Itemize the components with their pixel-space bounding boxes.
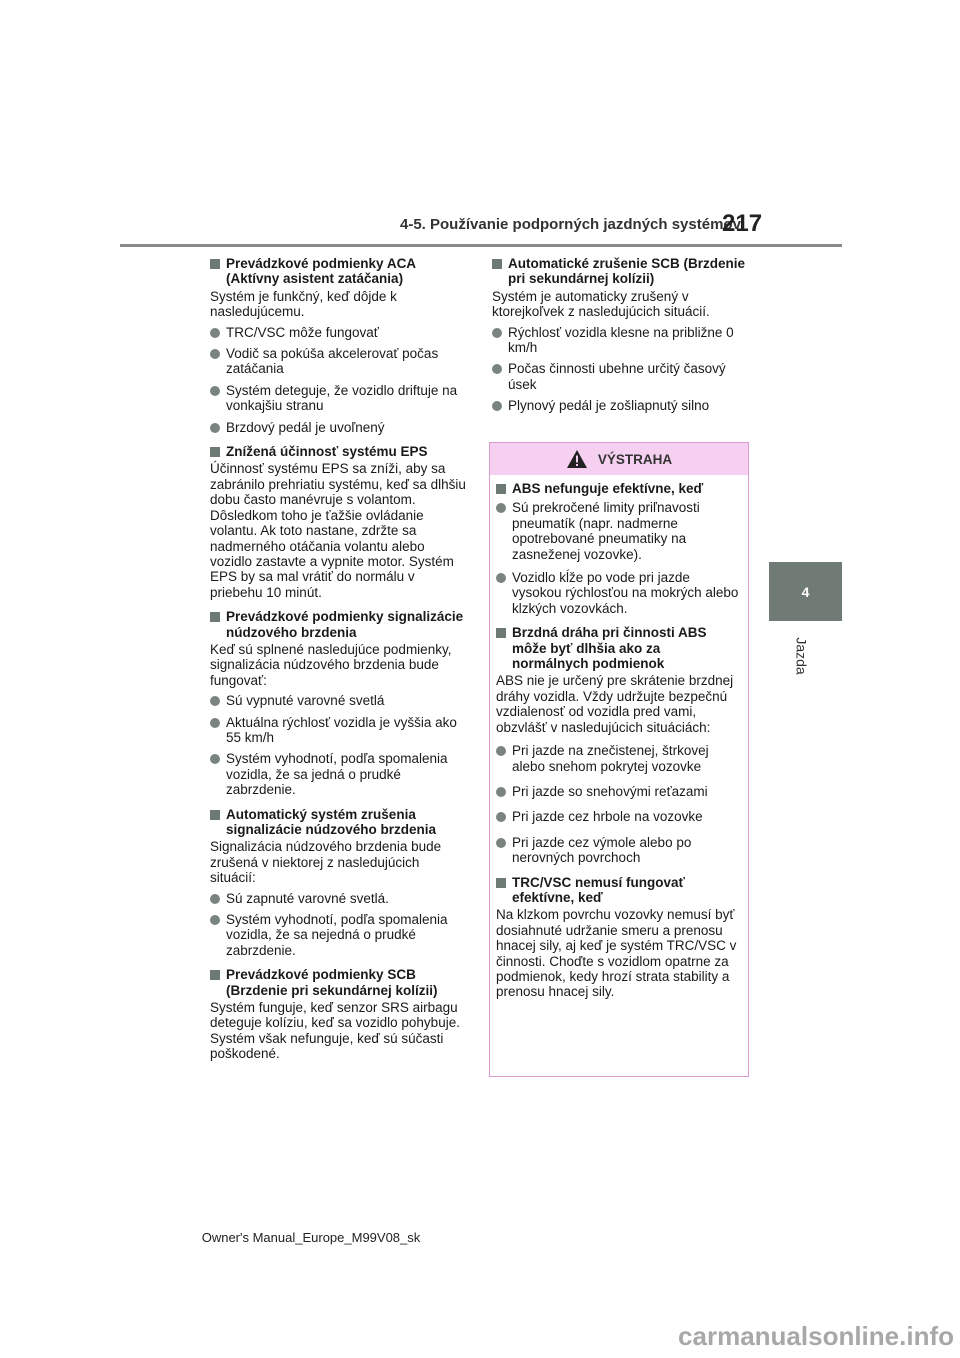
warning-triangle-icon [566,449,588,469]
section-heading: Automatické zrušenie SCB (Brzdenie pri sekundárnej kolízii) [492,256,754,287]
square-bullet-icon [496,628,506,638]
list-item: TRC/VSC môže fungovať [210,325,468,340]
warning-title: VÝSTRAHA [597,451,673,467]
section-paragraph: Signalizácia núdzového brzdenia bude zrušená v niektorej z nasledujúcich situácií: [210,839,442,886]
list-item: Brzdový pedál je uvoľnený [210,420,468,435]
square-bullet-icon [210,612,220,622]
list-item: Pri jazde cez hrbole na vozovke [496,809,740,824]
section-paragraph: ABS nie je určený pre skrátenie brzdnej dráhy vozidla. Vždy udržujte bezpečnú vzdialenosť od vozidla pred vami, obzvlášť v nasledujúcich situáciách: [496,673,734,735]
circle-bullet-icon [496,573,506,583]
square-bullet-icon [210,447,220,457]
section-paragraph: Systém je automaticky zrušený v ktorejkoľvek z nasledujúcich situácií. [492,288,710,320]
list-item: Systém vyhodnotí, podľa spomalenia vozidla, že sa nejedná o prudké zabrzdenie. [210,912,468,958]
list-item: Vozidlo kĺže po vode pri jazde vysokou rýchlosťou na mokrých alebo klzkých vozovkách. [496,570,740,616]
list-item: Plynový pedál je zošliapnutý silno [492,398,754,413]
warning-section-braking-distance [496,625,740,865]
section-scb [210,967,468,1061]
watermark: carmanualsonline.info [678,1321,954,1351]
section-paragraph: Systém funguje, keď senzor SRS airbagu deteguje kolíziu, keď sa vozidlo pohybuje. [210,1000,460,1031]
section-emergency-signal [210,609,468,797]
chapter-label: Jazda [793,637,810,675]
circle-bullet-icon [210,328,220,338]
warning-body [490,475,748,1000]
section-paragraph: Systém však nefunguje, keď sú súčasti poškodené. [210,1030,444,1062]
section-paragraph: Systém je funkčný, keď dôjde k nasledujúcemu. [210,288,397,320]
circle-bullet-icon [492,364,502,374]
section-heading: Prevádzkové podmienky SCB (Brzdenie pri sekundárnej kolízii) [210,967,468,998]
circle-bullet-icon [496,838,506,848]
circle-bullet-icon [492,401,502,411]
circle-bullet-icon [210,754,220,764]
circle-bullet-icon [496,787,506,797]
circle-bullet-icon [210,696,220,706]
circle-bullet-icon [492,328,502,338]
section-scb-cancel [492,256,754,414]
section-heading: Znížená účinnosť systému EPS [210,444,468,459]
list-item: Počas činnosti ubehne určitý časový úsek [492,361,754,392]
section-heading: Automatický systém zrušenia signalizácie núdzového brzdenia [210,807,468,838]
list-item: Systém deteguje, že vozidlo driftuje na vonkajšiu stranu [210,383,468,414]
circle-bullet-icon [496,812,506,822]
list-item: Rýchlosť vozidla klesne na približne 0 km/h [492,325,754,356]
list-item: Sú prekročené limity priľnavosti pneumatík (napr. nadmerne opotrebované pneumatiky na zasneženej vozovke). [496,500,740,562]
circle-bullet-icon [210,894,220,904]
circle-bullet-icon [210,915,220,925]
warning-box [489,442,749,1077]
circle-bullet-icon [496,503,506,513]
list-item: Sú zapnuté varovné svetlá. [210,891,468,906]
page-number: 217 [722,210,763,237]
circle-bullet-icon [496,746,506,756]
left-column [210,256,468,1071]
square-bullet-icon [210,810,220,820]
section-heading: Brzdná dráha pri činnosti ABS môže byť dlhšia ako za normálnych podmienok [496,625,740,671]
circle-bullet-icon [210,349,220,359]
section-title: 4-5. Používanie podporných jazdných systémov [400,216,741,233]
list-item: Sú vypnuté varovné svetlá [210,693,468,708]
square-bullet-icon [492,259,502,269]
square-bullet-icon [496,878,506,888]
square-bullet-icon [210,970,220,980]
section-paragraph: Účinnosť systému EPS sa zníži, aby sa zabránilo prehriatiu systému, keď sa dlhšiu dobu často manévruje s volantom. Dôsledkom toho je ťažšie ovládanie volantu. Ak toto nastane, zdržte sa nadmerného otáčania volantu alebo vozidlo zastavte a vypnite motor. Systém EPS by sa mal vrátiť do normálu v priebehu 10 minút. [210,461,466,600]
section-paragraph: Keď sú splnené nasledujúce podmienky, signalizácia núdzového brzdenia bude fungovať: [210,641,452,688]
list-item: Systém vyhodnotí, podľa spomalenia vozidla, že sa jedná o prudké zabrzdenie. [210,751,468,797]
list-item: Vodič sa pokúša akcelerovať počas zatáčania [210,346,468,377]
square-bullet-icon [210,259,220,269]
circle-bullet-icon [210,718,220,728]
footer-text: Owner's Manual_Europe_M99V08_sk [201,1230,421,1245]
warning-header [490,443,748,475]
circle-bullet-icon [210,423,220,433]
list-item: Pri jazde na znečistenej, štrkovej alebo snehom pokrytej vozovke [496,743,740,774]
warning-section-abs [496,481,740,616]
chapter-tab: 4 [769,562,842,621]
section-signal-cancel [210,807,468,959]
list-item: Pri jazde cez výmole alebo po nerovných povrchoch [496,835,740,866]
section-heading: ABS nefunguje efektívne, keď [496,481,740,496]
section-eps [210,444,468,600]
right-column [492,256,754,423]
section-paragraph: Na klzkom povrchu vozovky nemusí byť dosiahnuté udržanie smeru a prenosu hnacej sily, aj keď je systém TRC/VSC v činnosti. Choďte s vozidlom opatrne za podmienok, kedy hrozí strata stability a prenosu hnacej sily. [496,907,737,1000]
header-divider [120,244,842,247]
section-heading: TRC/VSC nemusí fungovať efektívne, keď [496,875,740,906]
circle-bullet-icon [210,386,220,396]
list-item: Aktuálna rýchlosť vozidla je vyššia ako 55 km/h [210,715,468,746]
section-heading: Prevádzkové podmienky ACA (Aktívny asistent zatáčania) [210,256,468,287]
warning-section-trc-vsc [496,875,740,1000]
list-item: Pri jazde so snehovými reťazami [496,784,740,799]
square-bullet-icon [496,484,506,494]
section-heading: Prevádzkové podmienky signalizácie núdzového brzdenia [210,609,468,640]
section-aca [210,256,468,435]
